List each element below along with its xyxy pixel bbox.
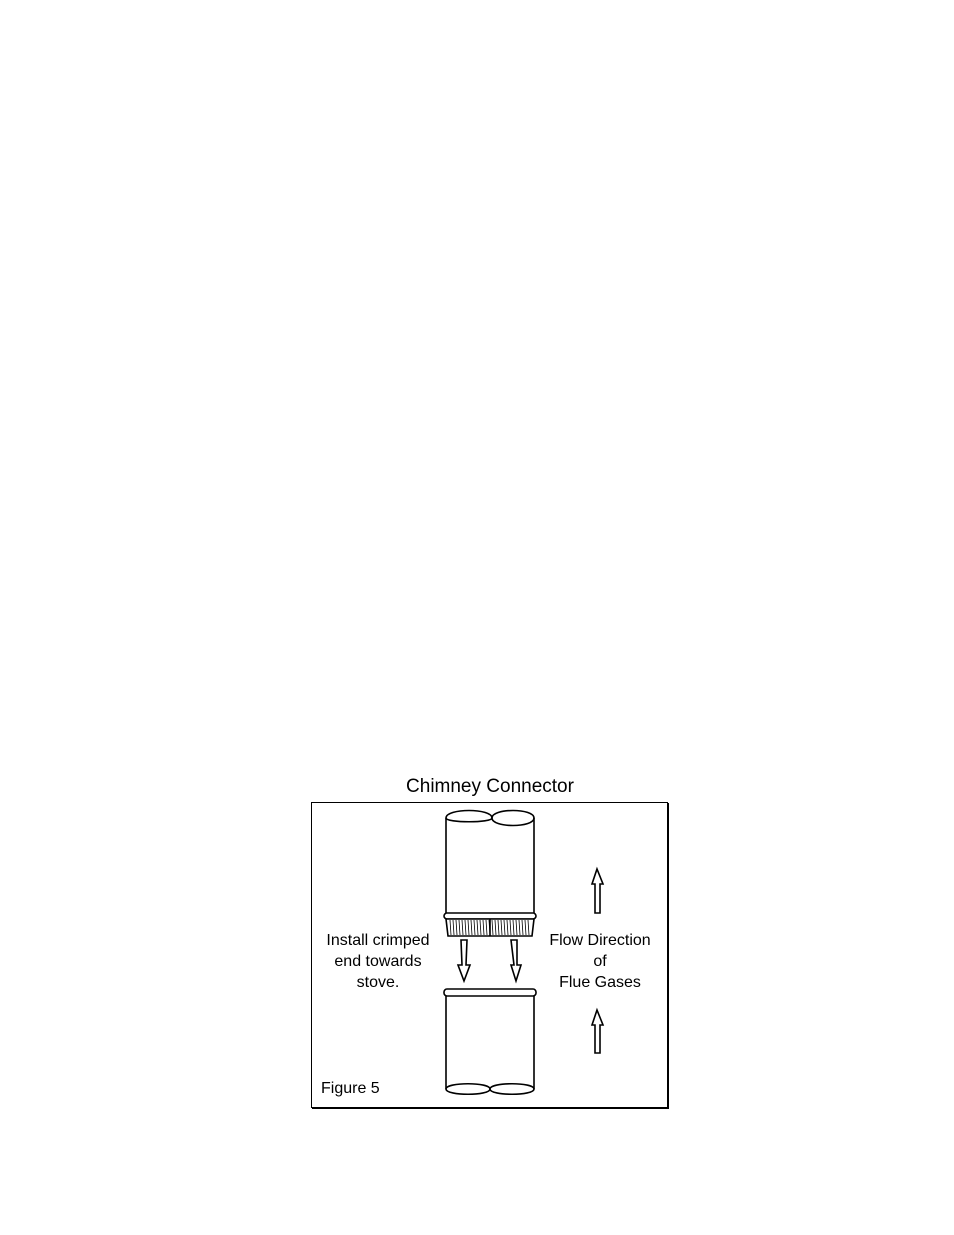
upper-pipe-icon — [444, 811, 536, 937]
figure-caption: Figure 5 — [321, 1080, 380, 1097]
up-arrow-icon — [592, 1010, 603, 1053]
flow-direction-line: Flue Gases — [559, 974, 641, 991]
install-instruction-label — [316, 930, 440, 993]
lower-pipe-icon — [444, 989, 536, 1094]
install-instruction-line: Install crimped — [326, 932, 430, 949]
down-arrow-icon — [458, 940, 470, 981]
install-instruction-line: end towards — [334, 953, 422, 970]
figure-frame — [311, 802, 668, 1108]
down-arrow-icon — [511, 940, 521, 981]
flow-direction-line: Flow Direction — [549, 932, 651, 949]
install-instruction-line: stove. — [356, 974, 400, 991]
flow-direction-label — [540, 930, 660, 993]
flow-direction-line: of — [593, 953, 607, 970]
figure-title: Chimney Connector — [406, 776, 574, 797]
up-arrow-icon — [592, 869, 603, 913]
